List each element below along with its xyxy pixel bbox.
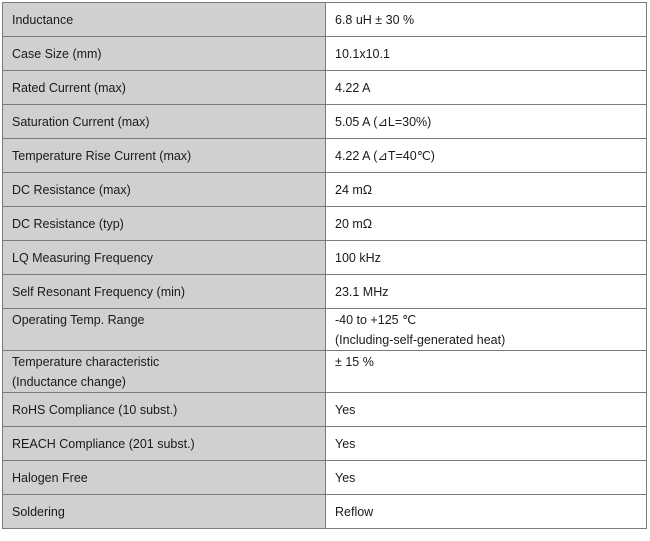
spec-label [3,71,326,105]
spec-row-saturation-current [3,105,647,139]
spec-row-lq-measuring-frequency [3,241,647,275]
label-text: Self Resonant Frequency (min) [12,284,185,299]
value-text: 100 kHz [335,250,381,265]
spec-label [3,461,326,495]
spec-label [3,139,326,173]
spec-value [326,105,647,139]
label-text: Soldering [12,504,65,519]
spec-row-inductance [3,3,647,37]
value-text: 4.22 A [335,80,371,95]
spec-row-soldering [3,495,647,529]
label-text: RoHS Compliance (10 subst.) [12,402,178,417]
spec-label [3,37,326,71]
spec-value [326,37,647,71]
spec-value [326,427,647,461]
spec-label [3,427,326,461]
spec-table [2,2,647,529]
label-text: Case Size (mm) [12,46,102,61]
spec-row-dc-resistance-typ [3,207,647,241]
value-text: 24 mΩ [335,182,373,197]
value-text: 20 mΩ [335,216,373,231]
label-text: REACH Compliance (201 subst.) [12,436,195,451]
spec-row-dc-resistance-max [3,173,647,207]
label-text: Inductance [12,12,74,27]
value-text: 4.22 A (⊿T=40℃) [335,148,435,163]
label-text: Halogen Free [12,470,88,485]
label-text: Saturation Current (max) [12,114,150,129]
spec-value [326,309,647,351]
value-text: 6.8 uH ± 30 % [335,12,415,27]
spec-row-temperature-rise-current [3,139,647,173]
label-text: Temperature characteristic [12,355,160,369]
spec-label [3,241,326,275]
label-text: Temperature Rise Current (max) [12,148,192,163]
value-text-note: (Including-self-generated heat) [335,333,506,347]
spec-value [326,3,647,37]
label-text: LQ Measuring Frequency [12,250,154,265]
value-text: ± 15 % [335,355,374,369]
spec-value [326,71,647,105]
spec-value [326,275,647,309]
spec-row-halogen-free [3,461,647,495]
value-text: 23.1 MHz [335,284,389,299]
value-text: 10.1x10.1 [335,46,390,61]
value-text: Yes [335,470,356,485]
label-text-note: (Inductance change) [12,375,126,389]
value-text: Reflow [335,504,374,519]
spec-label [3,207,326,241]
value-text: Yes [335,436,356,451]
spec-value [326,139,647,173]
spec-label [3,495,326,529]
spec-row-reach-compliance [3,427,647,461]
spec-label [3,275,326,309]
spec-row-temperature-characteristic [3,351,647,393]
spec-label [3,173,326,207]
spec-row-self-resonant-frequency [3,275,647,309]
spec-table-body [3,3,647,529]
spec-value [326,495,647,529]
spec-label [3,3,326,37]
spec-row-rohs-compliance [3,393,647,427]
spec-label [3,309,326,351]
spec-label [3,351,326,393]
spec-value [326,241,647,275]
value-text: -40 to +125 ℃ [335,313,417,327]
spec-row-operating-temp-range [3,309,647,351]
spec-row-case-size [3,37,647,71]
value-text: 5.05 A (⊿L=30%) [335,114,432,129]
label-text: DC Resistance (typ) [12,216,124,231]
spec-value [326,173,647,207]
spec-value [326,461,647,495]
value-text: Yes [335,402,356,417]
label-text: DC Resistance (max) [12,182,131,197]
spec-value [326,207,647,241]
spec-value [326,351,647,393]
label-text: Operating Temp. Range [12,313,145,327]
spec-value [326,393,647,427]
spec-label [3,105,326,139]
spec-label [3,393,326,427]
spec-row-rated-current [3,71,647,105]
label-text: Rated Current (max) [12,80,126,95]
